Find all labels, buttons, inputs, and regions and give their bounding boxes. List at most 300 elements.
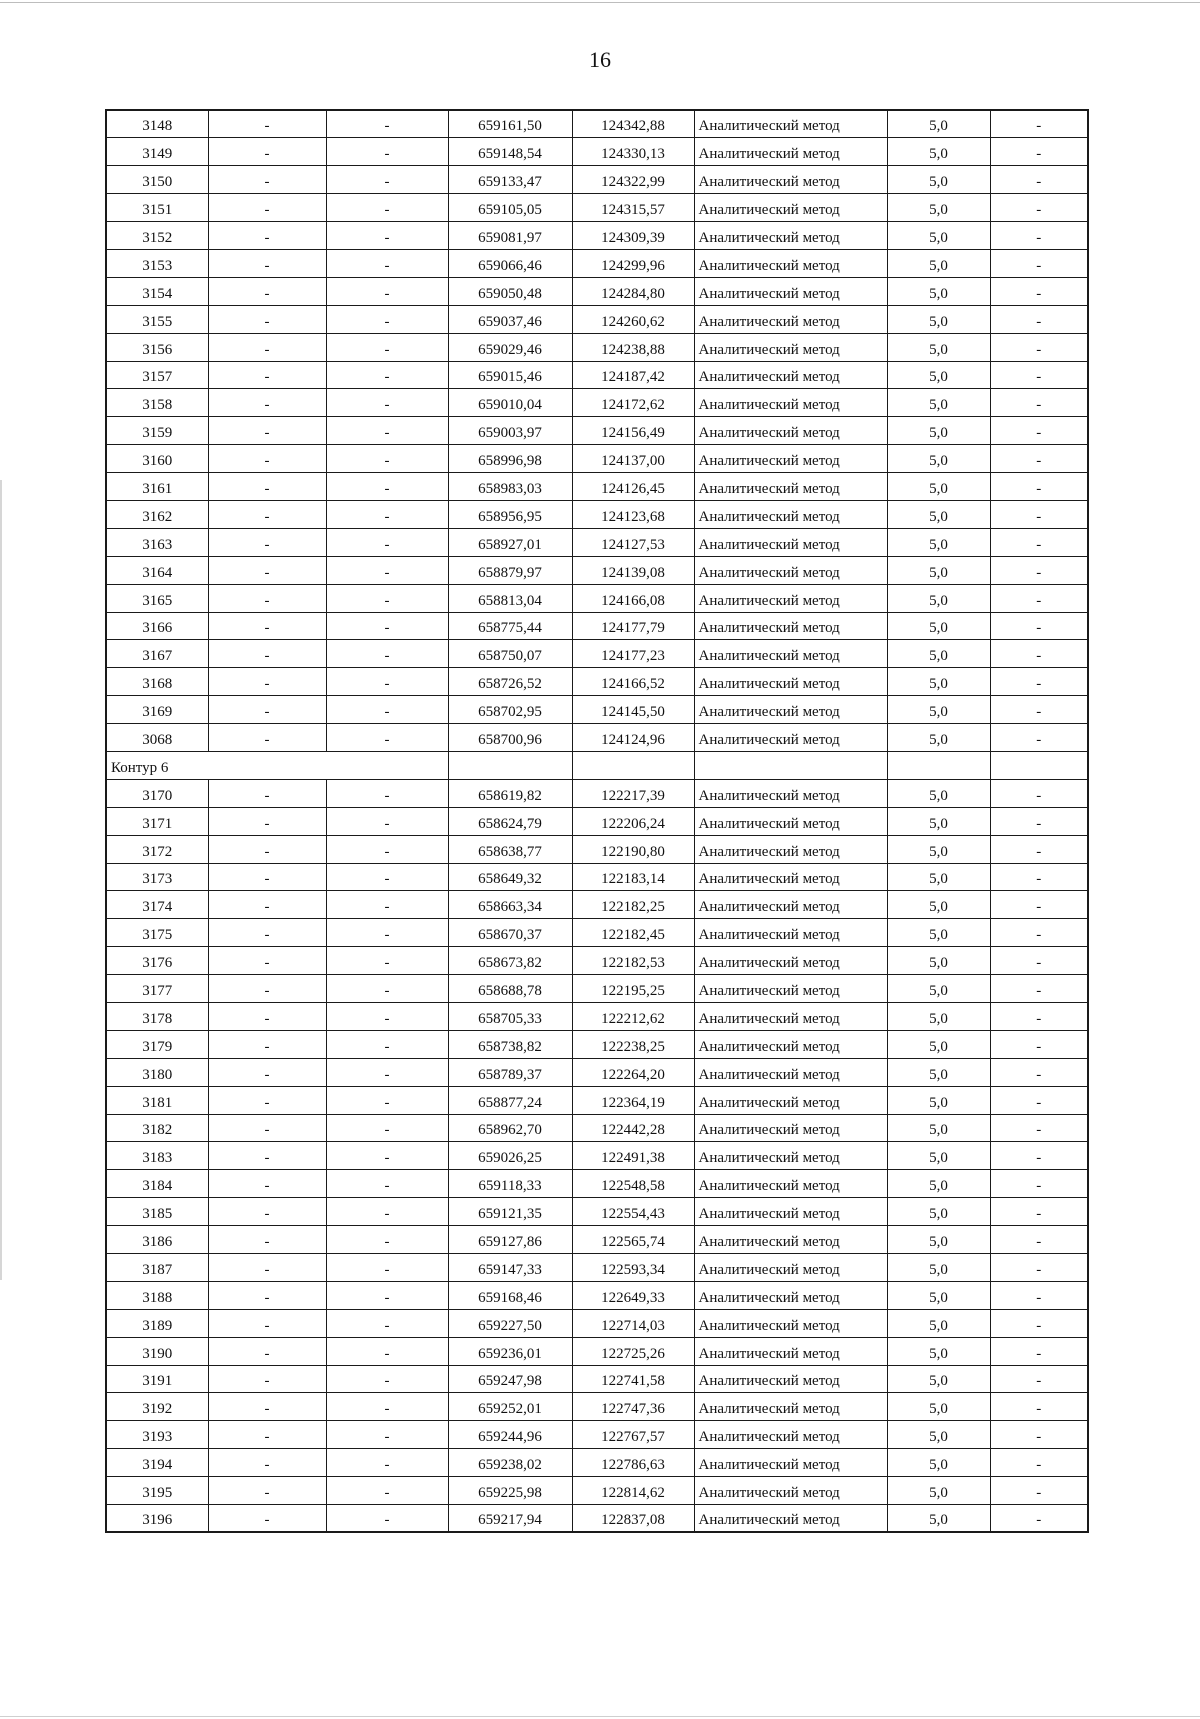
- column-2-cell: -: [208, 1309, 326, 1337]
- column-2-cell: -: [208, 807, 326, 835]
- x-coordinate-cell: 658624,79: [448, 807, 572, 835]
- column-2-cell: -: [208, 1393, 326, 1421]
- point-number-cell: 3166: [106, 612, 208, 640]
- point-number-cell: 3170: [106, 779, 208, 807]
- x-coordinate-cell: 658738,82: [448, 1030, 572, 1058]
- accuracy-cell: 5,0: [887, 724, 990, 752]
- point-number-cell: 3189: [106, 1309, 208, 1337]
- y-coordinate-cell: 124127,53: [572, 528, 694, 556]
- x-coordinate-cell: 658877,24: [448, 1086, 572, 1114]
- method-cell: Аналитический метод: [694, 640, 887, 668]
- table-row: [106, 361, 1088, 389]
- column-8-cell: -: [990, 473, 1088, 501]
- accuracy-cell: 5,0: [887, 1254, 990, 1282]
- point-number-cell: 3174: [106, 891, 208, 919]
- column-2-cell: -: [208, 1421, 326, 1449]
- column-8-cell: -: [990, 556, 1088, 584]
- point-number-cell: 3190: [106, 1337, 208, 1365]
- column-3-cell: -: [326, 1281, 448, 1309]
- column-8-cell: -: [990, 445, 1088, 473]
- column-2-cell: -: [208, 1086, 326, 1114]
- table-row: [106, 612, 1088, 640]
- column-3-cell: -: [326, 975, 448, 1003]
- point-number-cell: 3151: [106, 194, 208, 222]
- column-2-cell: -: [208, 612, 326, 640]
- column-2-cell: -: [208, 138, 326, 166]
- method-cell: Аналитический метод: [694, 222, 887, 250]
- y-coordinate-cell: 124139,08: [572, 556, 694, 584]
- accuracy-cell: 5,0: [887, 668, 990, 696]
- point-number-cell: 3155: [106, 305, 208, 333]
- accuracy-cell: 5,0: [887, 640, 990, 668]
- table-row: [106, 779, 1088, 807]
- column-8-cell: -: [990, 1477, 1088, 1505]
- column-8-cell: -: [990, 1281, 1088, 1309]
- accuracy-cell: 5,0: [887, 947, 990, 975]
- point-number-cell: 3181: [106, 1086, 208, 1114]
- table-row: [106, 417, 1088, 445]
- column-3-cell: -: [326, 333, 448, 361]
- point-number-cell: 3180: [106, 1058, 208, 1086]
- column-3-cell: -: [326, 891, 448, 919]
- column-2-cell: -: [208, 500, 326, 528]
- method-cell: Аналитический метод: [694, 1086, 887, 1114]
- column-3-cell: -: [326, 668, 448, 696]
- column-2-cell: -: [208, 194, 326, 222]
- x-coordinate-cell: 659236,01: [448, 1337, 572, 1365]
- column-2-cell: -: [208, 1003, 326, 1031]
- point-number-cell: 3176: [106, 947, 208, 975]
- x-coordinate-cell: 659050,48: [448, 277, 572, 305]
- column-2-cell: -: [208, 640, 326, 668]
- method-cell: Аналитический метод: [694, 1309, 887, 1337]
- x-coordinate-cell: 659010,04: [448, 389, 572, 417]
- column-8-cell: -: [990, 807, 1088, 835]
- x-coordinate-cell: 658688,78: [448, 975, 572, 1003]
- method-cell: Аналитический метод: [694, 528, 887, 556]
- point-number-cell: 3171: [106, 807, 208, 835]
- y-coordinate-cell: 122217,39: [572, 779, 694, 807]
- table-row: [106, 445, 1088, 473]
- table-row: [106, 500, 1088, 528]
- accuracy-cell: 5,0: [887, 1365, 990, 1393]
- column-2-cell: -: [208, 891, 326, 919]
- column-3-cell: -: [326, 1365, 448, 1393]
- column-2-cell: -: [208, 556, 326, 584]
- coordinates-table: [105, 109, 1089, 1533]
- accuracy-cell: 5,0: [887, 1449, 990, 1477]
- column-3-cell: -: [326, 1030, 448, 1058]
- point-number-cell: 3160: [106, 445, 208, 473]
- x-coordinate-cell: 659147,33: [448, 1254, 572, 1282]
- point-number-cell: 3068: [106, 724, 208, 752]
- accuracy-cell: 5,0: [887, 277, 990, 305]
- y-coordinate-cell: 124166,08: [572, 584, 694, 612]
- column-8-cell: -: [990, 1198, 1088, 1226]
- x-coordinate-cell: 658663,34: [448, 891, 572, 919]
- x-coordinate-cell: 659225,98: [448, 1477, 572, 1505]
- table-row: [106, 1254, 1088, 1282]
- accuracy-cell: 5,0: [887, 1170, 990, 1198]
- accuracy-cell: 5,0: [887, 166, 990, 194]
- method-cell: Аналитический метод: [694, 947, 887, 975]
- column-2-cell: -: [208, 222, 326, 250]
- point-number-cell: 3192: [106, 1393, 208, 1421]
- x-coordinate-cell: 659247,98: [448, 1365, 572, 1393]
- column-8-cell: -: [990, 1030, 1088, 1058]
- method-cell: Аналитический метод: [694, 668, 887, 696]
- empty-cell: [572, 751, 694, 779]
- method-cell: Аналитический метод: [694, 919, 887, 947]
- table-row: [106, 947, 1088, 975]
- y-coordinate-cell: 122212,62: [572, 1003, 694, 1031]
- accuracy-cell: 5,0: [887, 1421, 990, 1449]
- x-coordinate-cell: 659105,05: [448, 194, 572, 222]
- point-number-cell: 3156: [106, 333, 208, 361]
- column-2-cell: -: [208, 724, 326, 752]
- table-row: [106, 305, 1088, 333]
- table-row: [106, 249, 1088, 277]
- table-row: [106, 1365, 1088, 1393]
- column-3-cell: -: [326, 1086, 448, 1114]
- column-3-cell: -: [326, 1337, 448, 1365]
- y-coordinate-cell: 122725,26: [572, 1337, 694, 1365]
- x-coordinate-cell: 659026,25: [448, 1142, 572, 1170]
- column-8-cell: -: [990, 640, 1088, 668]
- scan-edge-left: [0, 480, 2, 1280]
- column-8-cell: -: [990, 333, 1088, 361]
- table-row: [106, 528, 1088, 556]
- method-cell: Аналитический метод: [694, 1337, 887, 1365]
- y-coordinate-cell: 122741,58: [572, 1365, 694, 1393]
- column-3-cell: -: [326, 640, 448, 668]
- y-coordinate-cell: 122364,19: [572, 1086, 694, 1114]
- y-coordinate-cell: 122767,57: [572, 1421, 694, 1449]
- point-number-cell: 3178: [106, 1003, 208, 1031]
- accuracy-cell: 5,0: [887, 1505, 990, 1533]
- y-coordinate-cell: 122714,03: [572, 1309, 694, 1337]
- y-coordinate-cell: 124172,62: [572, 389, 694, 417]
- column-2-cell: -: [208, 110, 326, 138]
- column-8-cell: -: [990, 1114, 1088, 1142]
- point-number-cell: 3185: [106, 1198, 208, 1226]
- accuracy-cell: 5,0: [887, 528, 990, 556]
- column-2-cell: -: [208, 1254, 326, 1282]
- column-2-cell: -: [208, 277, 326, 305]
- x-coordinate-cell: 659133,47: [448, 166, 572, 194]
- method-cell: Аналитический метод: [694, 500, 887, 528]
- accuracy-cell: 5,0: [887, 1226, 990, 1254]
- y-coordinate-cell: 122195,25: [572, 975, 694, 1003]
- column-3-cell: -: [326, 417, 448, 445]
- table-row: [106, 807, 1088, 835]
- column-8-cell: -: [990, 891, 1088, 919]
- column-3-cell: -: [326, 1170, 448, 1198]
- accuracy-cell: 5,0: [887, 1030, 990, 1058]
- x-coordinate-cell: 658649,32: [448, 863, 572, 891]
- column-3-cell: -: [326, 1449, 448, 1477]
- method-cell: Аналитический метод: [694, 835, 887, 863]
- accuracy-cell: 5,0: [887, 779, 990, 807]
- accuracy-cell: 5,0: [887, 612, 990, 640]
- column-3-cell: -: [326, 1421, 448, 1449]
- y-coordinate-cell: 124177,79: [572, 612, 694, 640]
- column-8-cell: -: [990, 1003, 1088, 1031]
- y-coordinate-cell: 122548,58: [572, 1170, 694, 1198]
- column-8-cell: -: [990, 1505, 1088, 1533]
- point-number-cell: 3188: [106, 1281, 208, 1309]
- column-3-cell: -: [326, 1114, 448, 1142]
- empty-cell: [448, 751, 572, 779]
- x-coordinate-cell: 659168,46: [448, 1281, 572, 1309]
- accuracy-cell: 5,0: [887, 1198, 990, 1226]
- contour-label: Контур 6: [106, 751, 448, 779]
- column-8-cell: -: [990, 863, 1088, 891]
- accuracy-cell: 5,0: [887, 249, 990, 277]
- y-coordinate-cell: 124238,88: [572, 333, 694, 361]
- point-number-cell: 3158: [106, 389, 208, 417]
- y-coordinate-cell: 124145,50: [572, 696, 694, 724]
- column-2-cell: -: [208, 417, 326, 445]
- column-8-cell: -: [990, 110, 1088, 138]
- table-row: [106, 668, 1088, 696]
- empty-cell: [694, 751, 887, 779]
- accuracy-cell: 5,0: [887, 1003, 990, 1031]
- point-number-cell: 3154: [106, 277, 208, 305]
- table-row: [106, 1058, 1088, 1086]
- table-row: [106, 863, 1088, 891]
- column-3-cell: -: [326, 194, 448, 222]
- point-number-cell: 3194: [106, 1449, 208, 1477]
- column-8-cell: -: [990, 1337, 1088, 1365]
- column-2-cell: -: [208, 696, 326, 724]
- column-3-cell: -: [326, 1142, 448, 1170]
- y-coordinate-cell: 124260,62: [572, 305, 694, 333]
- y-coordinate-cell: 122182,53: [572, 947, 694, 975]
- x-coordinate-cell: 658927,01: [448, 528, 572, 556]
- table-row: [106, 835, 1088, 863]
- method-cell: Аналитический метод: [694, 249, 887, 277]
- point-number-cell: 3162: [106, 500, 208, 528]
- column-8-cell: -: [990, 947, 1088, 975]
- method-cell: Аналитический метод: [694, 724, 887, 752]
- method-cell: Аналитический метод: [694, 1365, 887, 1393]
- y-coordinate-cell: 122565,74: [572, 1226, 694, 1254]
- y-coordinate-cell: 122491,38: [572, 1142, 694, 1170]
- method-cell: Аналитический метод: [694, 1226, 887, 1254]
- method-cell: Аналитический метод: [694, 863, 887, 891]
- x-coordinate-cell: 658983,03: [448, 473, 572, 501]
- method-cell: Аналитический метод: [694, 1198, 887, 1226]
- column-2-cell: -: [208, 1505, 326, 1533]
- accuracy-cell: 5,0: [887, 919, 990, 947]
- column-3-cell: -: [326, 1198, 448, 1226]
- column-8-cell: -: [990, 835, 1088, 863]
- column-8-cell: -: [990, 724, 1088, 752]
- method-cell: Аналитический метод: [694, 277, 887, 305]
- y-coordinate-cell: 122837,08: [572, 1505, 694, 1533]
- accuracy-cell: 5,0: [887, 110, 990, 138]
- accuracy-cell: 5,0: [887, 138, 990, 166]
- point-number-cell: 3177: [106, 975, 208, 1003]
- table-row: [106, 584, 1088, 612]
- y-coordinate-cell: 122183,14: [572, 863, 694, 891]
- point-number-cell: 3161: [106, 473, 208, 501]
- column-2-cell: -: [208, 584, 326, 612]
- point-number-cell: 3148: [106, 110, 208, 138]
- column-8-cell: -: [990, 249, 1088, 277]
- x-coordinate-cell: 658673,82: [448, 947, 572, 975]
- column-3-cell: -: [326, 1309, 448, 1337]
- column-3-cell: -: [326, 556, 448, 584]
- column-3-cell: -: [326, 584, 448, 612]
- table-row: [106, 389, 1088, 417]
- accuracy-cell: 5,0: [887, 445, 990, 473]
- y-coordinate-cell: 122554,43: [572, 1198, 694, 1226]
- method-cell: Аналитический метод: [694, 584, 887, 612]
- column-2-cell: -: [208, 779, 326, 807]
- point-number-cell: 3173: [106, 863, 208, 891]
- coordinates-table-body: [106, 110, 1088, 1532]
- x-coordinate-cell: 658996,98: [448, 445, 572, 473]
- method-cell: Аналитический метод: [694, 1281, 887, 1309]
- y-coordinate-cell: 124315,57: [572, 194, 694, 222]
- accuracy-cell: 5,0: [887, 891, 990, 919]
- column-8-cell: -: [990, 138, 1088, 166]
- y-coordinate-cell: 124124,96: [572, 724, 694, 752]
- x-coordinate-cell: 659066,46: [448, 249, 572, 277]
- column-2-cell: -: [208, 1281, 326, 1309]
- accuracy-cell: 5,0: [887, 807, 990, 835]
- method-cell: Аналитический метод: [694, 1505, 887, 1533]
- column-2-cell: -: [208, 361, 326, 389]
- column-2-cell: -: [208, 1030, 326, 1058]
- column-8-cell: -: [990, 919, 1088, 947]
- point-number-cell: 3186: [106, 1226, 208, 1254]
- page-number: 16: [589, 47, 611, 72]
- y-coordinate-cell: 124284,80: [572, 277, 694, 305]
- point-number-cell: 3193: [106, 1421, 208, 1449]
- x-coordinate-cell: 659148,54: [448, 138, 572, 166]
- column-3-cell: -: [326, 528, 448, 556]
- accuracy-cell: 5,0: [887, 500, 990, 528]
- column-8-cell: -: [990, 1421, 1088, 1449]
- table-row: [106, 194, 1088, 222]
- column-3-cell: -: [326, 919, 448, 947]
- y-coordinate-cell: 124342,88: [572, 110, 694, 138]
- table-row: [106, 975, 1088, 1003]
- point-number-cell: 3165: [106, 584, 208, 612]
- column-2-cell: -: [208, 1337, 326, 1365]
- column-8-cell: -: [990, 584, 1088, 612]
- y-coordinate-cell: 122442,28: [572, 1114, 694, 1142]
- table-row: [106, 919, 1088, 947]
- method-cell: Аналитический метод: [694, 1477, 887, 1505]
- column-3-cell: -: [326, 696, 448, 724]
- method-cell: Аналитический метод: [694, 1114, 887, 1142]
- y-coordinate-cell: 122238,25: [572, 1030, 694, 1058]
- x-coordinate-cell: 658956,95: [448, 500, 572, 528]
- x-coordinate-cell: 659161,50: [448, 110, 572, 138]
- column-8-cell: -: [990, 975, 1088, 1003]
- column-8-cell: -: [990, 1142, 1088, 1170]
- point-number-cell: 3164: [106, 556, 208, 584]
- column-3-cell: -: [326, 1254, 448, 1282]
- table-row: [106, 1086, 1088, 1114]
- point-number-cell: 3187: [106, 1254, 208, 1282]
- column-3-cell: -: [326, 138, 448, 166]
- column-8-cell: -: [990, 305, 1088, 333]
- accuracy-cell: 5,0: [887, 1281, 990, 1309]
- method-cell: Аналитический метод: [694, 556, 887, 584]
- method-cell: Аналитический метод: [694, 194, 887, 222]
- method-cell: Аналитический метод: [694, 1170, 887, 1198]
- column-3-cell: -: [326, 724, 448, 752]
- y-coordinate-cell: 124126,45: [572, 473, 694, 501]
- method-cell: Аналитический метод: [694, 807, 887, 835]
- y-coordinate-cell: 124309,39: [572, 222, 694, 250]
- x-coordinate-cell: 658813,04: [448, 584, 572, 612]
- x-coordinate-cell: 658700,96: [448, 724, 572, 752]
- column-3-cell: -: [326, 779, 448, 807]
- column-8-cell: -: [990, 1058, 1088, 1086]
- method-cell: Аналитический метод: [694, 1030, 887, 1058]
- x-coordinate-cell: 658775,44: [448, 612, 572, 640]
- x-coordinate-cell: 659121,35: [448, 1198, 572, 1226]
- y-coordinate-cell: 122786,63: [572, 1449, 694, 1477]
- column-2-cell: -: [208, 1114, 326, 1142]
- point-number-cell: 3196: [106, 1505, 208, 1533]
- x-coordinate-cell: 659127,86: [448, 1226, 572, 1254]
- x-coordinate-cell: 658726,52: [448, 668, 572, 696]
- column-8-cell: -: [990, 1393, 1088, 1421]
- point-number-cell: 3184: [106, 1170, 208, 1198]
- point-number-cell: 3152: [106, 222, 208, 250]
- x-coordinate-cell: 659037,46: [448, 305, 572, 333]
- column-2-cell: -: [208, 1365, 326, 1393]
- column-2-cell: -: [208, 975, 326, 1003]
- table-row: [106, 1198, 1088, 1226]
- y-coordinate-cell: 124322,99: [572, 166, 694, 194]
- scan-edge-top: [0, 2, 1200, 3]
- method-cell: Аналитический метод: [694, 305, 887, 333]
- method-cell: Аналитический метод: [694, 612, 887, 640]
- column-2-cell: -: [208, 528, 326, 556]
- method-cell: Аналитический метод: [694, 389, 887, 417]
- y-coordinate-cell: 124330,13: [572, 138, 694, 166]
- accuracy-cell: 5,0: [887, 1142, 990, 1170]
- column-2-cell: -: [208, 1058, 326, 1086]
- x-coordinate-cell: 658670,37: [448, 919, 572, 947]
- table-row: [106, 640, 1088, 668]
- column-8-cell: -: [990, 417, 1088, 445]
- table-row: [106, 138, 1088, 166]
- empty-cell: [887, 751, 990, 779]
- column-3-cell: -: [326, 277, 448, 305]
- y-coordinate-cell: 122182,45: [572, 919, 694, 947]
- y-coordinate-cell: 124177,23: [572, 640, 694, 668]
- point-number-cell: 3168: [106, 668, 208, 696]
- column-3-cell: -: [326, 1058, 448, 1086]
- accuracy-cell: 5,0: [887, 194, 990, 222]
- method-cell: Аналитический метод: [694, 417, 887, 445]
- point-number-cell: 3172: [106, 835, 208, 863]
- x-coordinate-cell: 659081,97: [448, 222, 572, 250]
- accuracy-cell: 5,0: [887, 584, 990, 612]
- point-number-cell: 3191: [106, 1365, 208, 1393]
- column-3-cell: -: [326, 166, 448, 194]
- x-coordinate-cell: 659015,46: [448, 361, 572, 389]
